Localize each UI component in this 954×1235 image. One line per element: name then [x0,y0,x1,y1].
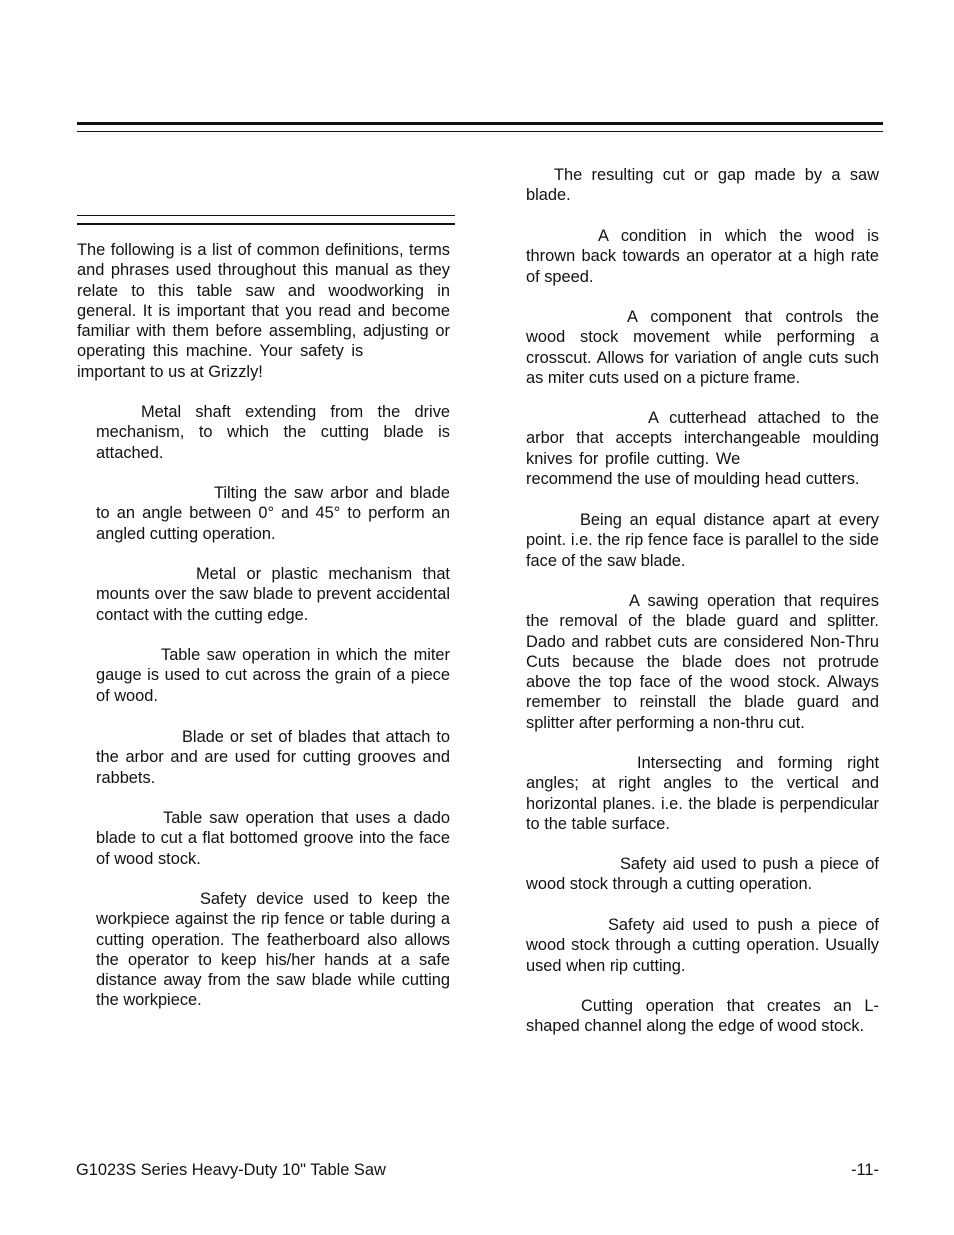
definition-parallel: Being an equal distance apart at every point. i.e. the rip fence face is parallel to the side face of the saw blade. [526,511,879,570]
footer-title: G1023S Series Heavy-Duty 10" Table Saw [76,1161,386,1179]
definition-miter-gauge: A component that controls the wood stock movement while performing a crosscut. Allows for variation of angle cuts such as miter cuts used on a picture frame. [526,308,879,387]
definition-dado-cut: Table saw operation that uses a dado blade to cut a flat bottomed groove into the face of wood stock. [96,809,450,868]
definition-kerf: The resulting cut or gap made by a saw blade. [526,166,879,205]
definition-perpendicular: Intersecting and forming right angles; at right angles to the vertical and horizontal planes. i.e. the blade is perpendicular to the table surface. [526,754,879,833]
definition-featherboard: Safety device used to keep the workpiece against the rip fence or table during a cutting operation. The featherboard also allows the operator to keep his/her hands at a safe distance away from the saw blade while cutting the workpiece. [96,890,450,1010]
header-rule-thick [77,122,883,125]
definition-moulding-head: A cutterhead attached to the arbor that accepts interchangeable moulding knives for profile cutting. We recommend the use of moulding head cutters. [526,409,879,488]
section-rule-thin [77,215,455,216]
definition-push-stick: Safety aid used to push a piece of wood stock through a cutting operation. Usually used when rip cutting. [526,916,879,975]
section-rule-thick [77,223,455,225]
intro-paragraph: The following is a list of common definitions, terms and phrases used throughout this manual as they relate to this table saw and woodworking in general. It is important that you read and become familiar with them before assembling, adjusting or operating this machine. Your safety is important to us at Grizzly! [77,241,450,381]
page-number: -11- [851,1161,879,1179]
definition-bevel-edge-cut: Tilting the saw arbor and blade to an angle between 0° and 45° to perform an angled cutting operation. [96,484,450,543]
definition-push-block: Safety aid used to push a piece of wood stock through a cutting operation. [526,855,879,894]
definition-rabbet: Cutting operation that creates an L-shaped channel along the edge of wood stock. [526,997,879,1036]
definition-kickback: A condition in which the wood is thrown back towards an operator at a high rate of speed. [526,227,879,286]
definition-arbor: Metal shaft extending from the drive mechanism, to which the cutting blade is attached. [96,403,450,462]
definition-blade-guard: Metal or plastic mechanism that mounts over the saw blade to prevent accidental contact with the cutting edge. [96,565,450,624]
header-rule-thin [77,131,883,132]
definition-non-thru-cut: A sawing operation that requires the removal of the blade guard and splitter. Dado and rabbet cuts are considered Non-Thru Cuts because the blade does not protrude above the top face of the wood stock. Always remember to reinstall the blade guard and splitter after performing a non-thru cut. [526,592,879,732]
definition-dado-blade: Blade or set of blades that attach to the arbor and are used for cutting grooves and rabbets. [96,728,450,787]
definition-crosscut: Table saw operation in which the miter gauge is used to cut across the grain of a piece of wood. [96,646,450,705]
